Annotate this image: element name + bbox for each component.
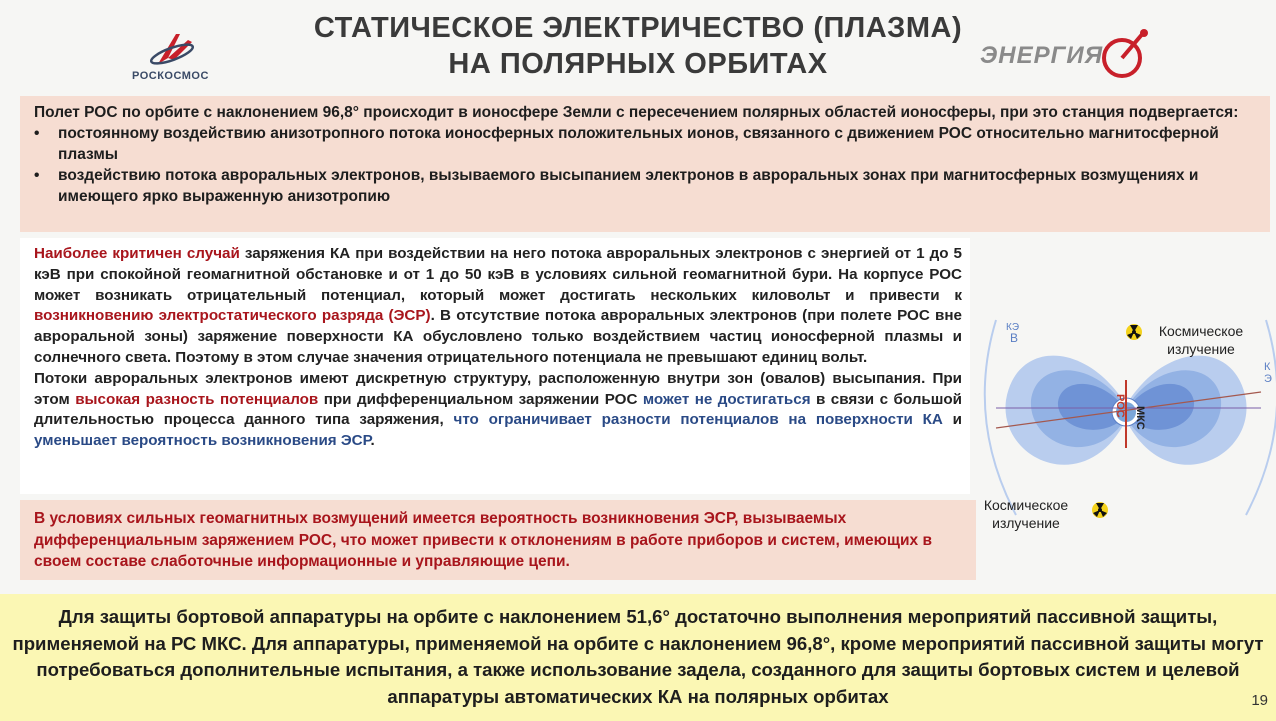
high-potential-highlight: высокая разность потенциалов: [75, 390, 319, 408]
critical-case-highlight: Наиболее критичен случай: [34, 245, 240, 262]
intro-bullet-list: [34, 123, 1260, 207]
cosmic-radiation-caption-top: [1146, 322, 1256, 358]
cosmic-radiation-caption-bottom: [976, 496, 1076, 532]
warning-box: В условиях сильных геомагнитных возмущений имеется вероятность возникновения ЭСР, вызываемых дифференциальным заряжением РОС, что может привести к отклонениям в работе приборов и систем, имеющих в своем составе слаботочные информационные и управляющие цепи.: [20, 500, 976, 580]
caption-line: излучение: [1167, 341, 1235, 357]
hazard-icon-bottom: [1092, 502, 1108, 518]
energia-emblem-icon: [1098, 28, 1150, 84]
caption-line: Космическое: [1158, 323, 1244, 339]
k-right-label: К: [1264, 361, 1271, 373]
conclusion-text: Для защиты бортовой аппаратуры на орбите с наклонением 51,6° достаточно выполнения мероприятий пассивной защиты, применяемой на РС МКС. Для аппаратуры, применяемой на орбите с наклонением 96,8°, кроме мероприятий пассивной защиты могут потребоваться дополнительные испытания, а также использование задела, созданного для защиты бортовых систем и целевой аппаратуры автоматических КА на полярных орбитах: [12, 606, 1264, 707]
energia-brand-text: ЭНЕРГИЯ: [980, 42, 1104, 69]
main-text: при дифференциальном заряжении РОС: [318, 390, 643, 408]
ros-label: РОС: [1114, 394, 1126, 418]
caption-line: Космическое: [983, 497, 1069, 513]
main-text: . В отсутствие потока авроральных электронов (при полете РОС вне авроральной зоны) заряжение поверхности КА обусловлено только воздействием частиц ионосферной плазмы и солнечного света. Поэтому в этом случае значения отрицательного потенциала не превышают единиц вольт.: [34, 307, 962, 366]
main-text: в связи с большой длительностью процесса данного типа заряжения,: [34, 390, 962, 429]
energia-logo: [980, 26, 1160, 86]
main-text: .: [370, 432, 375, 450]
intro-lead: Полет РОС по орбите с наклонением 96,8° происходит в ионосфере Земли с пересечением полярных областей ионосферы, при это станция подвергается:: [34, 104, 1239, 121]
page-title: [200, 10, 1076, 82]
intro-bullet: • воздействию потока авроральных электронов, вызываемого высыпанием электронов в авроральных зонах при магнитосферных возмущениях и имеющего ярко выраженную анизотропию: [34, 165, 1260, 207]
hazard-icon-top: [1126, 324, 1142, 340]
mks-label: МКС: [1134, 406, 1146, 430]
page-number: 19: [1251, 692, 1268, 709]
main-text: Потоки авроральных электронов имеют дискретную структуру, расположенную внутри зон (овалов) высыпания. При этом: [34, 369, 962, 408]
roscosmos-brand-text: РОСКОСМОС: [132, 70, 209, 82]
not-reached-highlight: может не достигаться: [642, 390, 811, 408]
kev-label: КЭ: [1006, 322, 1020, 333]
intro-box: [20, 96, 1270, 232]
main-text: заряжения КА при воздействии на него потока авроральных электронов с энергией от 1 до 5 кэВ при спокойной геомагнитной обстановке и от 1 до 50 кэВ в условиях сильной геомагнитной бури. На корпусе РОС может возникать отрицательный потенциал, который может достигать нескольких киловольт и привести к: [34, 245, 962, 304]
esd-highlight: возникновению электростатического разряда (ЭСР): [34, 307, 431, 325]
reduces-probability-highlight: уменьшает вероятность возникновения ЭСР: [34, 432, 371, 450]
main-text-block: [20, 238, 970, 494]
caption-line: излучение: [992, 515, 1060, 531]
e-right-label: Э: [1264, 373, 1272, 385]
title-line-2: НА ПОЛЯРНЫХ ОРБИТАХ: [448, 48, 828, 80]
conclusion-box: [0, 594, 1276, 721]
title-line-1: СТАТИЧЕСКОЕ ЭЛЕКТРИЧЕСТВО (ПЛАЗМА): [313, 12, 963, 44]
main-text: и: [942, 411, 962, 429]
limits-highlight: что ограничивает разности потенциалов на поверхности КА: [453, 411, 943, 429]
radiation-belts-diagram: [976, 300, 1276, 540]
v-label: В: [1010, 331, 1019, 345]
intro-bullet: • постоянному воздействию анизотропного потока ионосферных положительных ионов, связанного с движением РОС относительно магнитосферной плазмы: [34, 123, 1260, 165]
